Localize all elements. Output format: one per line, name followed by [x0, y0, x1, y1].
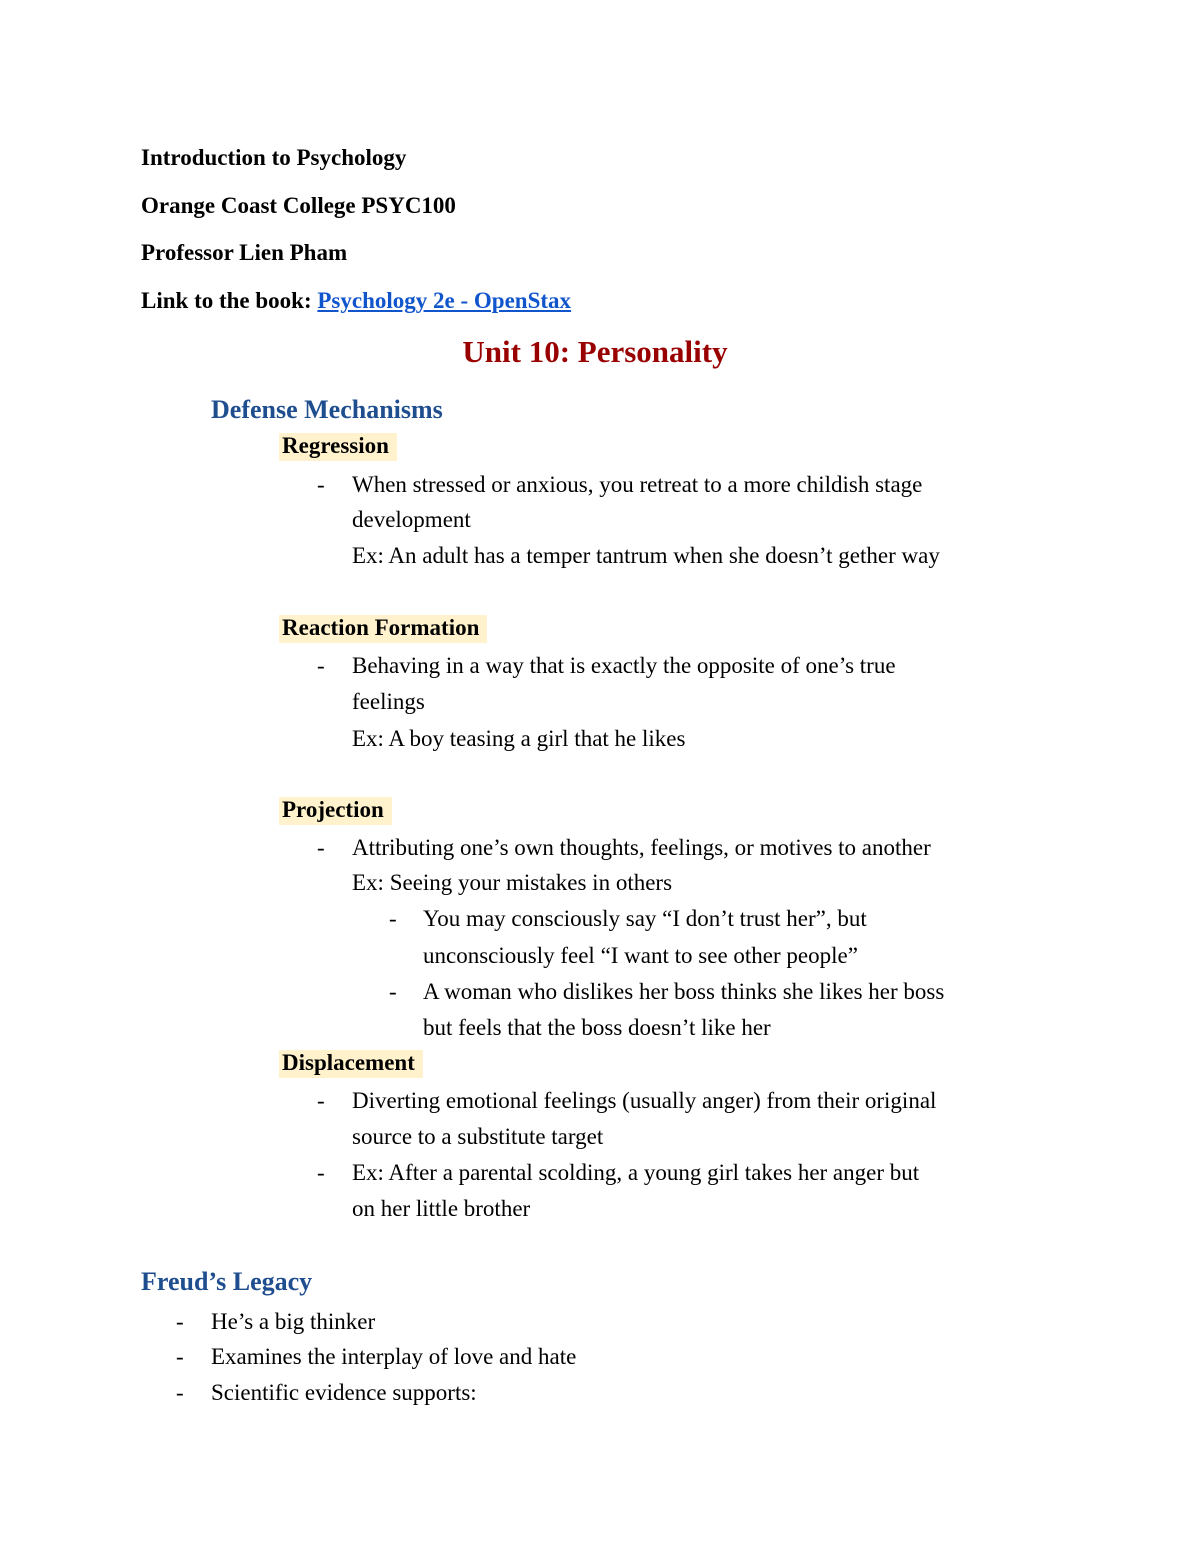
- regression-definition-2: development: [352, 507, 471, 532]
- bullet-dash: -: [317, 653, 325, 678]
- projection-sub-1-cont: unconsciously feel “I want to see other people”: [423, 943, 858, 968]
- reaction-formation-definition-2: feelings: [352, 689, 425, 714]
- college-line: Orange Coast College PSYC100: [141, 193, 456, 218]
- bullet-dash: -: [389, 979, 397, 1004]
- freud-item-2: Examines the interplay of love and hate: [211, 1344, 577, 1369]
- displacement-example-1: Ex: After a parental scolding, a young girl takes her anger but: [352, 1160, 920, 1185]
- bullet-dash: -: [389, 906, 397, 931]
- bullet-dash: -: [317, 472, 325, 497]
- bullet-dash: -: [176, 1309, 184, 1334]
- course-title: Introduction to Psychology: [141, 145, 407, 170]
- bullet-dash: -: [176, 1344, 184, 1369]
- freud-item-3: Scientific evidence supports:: [211, 1380, 477, 1405]
- projection-definition: Attributing one’s own thoughts, feelings, or motives to another: [352, 835, 931, 860]
- book-link[interactable]: Psychology 2e - OpenStax: [317, 288, 572, 313]
- regression-example: Ex: An adult has a temper tantrum when she doesn’t gether way: [352, 543, 940, 568]
- defense-mechanisms-heading: Defense Mechanisms: [211, 395, 443, 424]
- reaction-formation-example: Ex: A boy teasing a girl that he likes: [352, 726, 686, 751]
- term-reaction-formation: Reaction Formation: [279, 615, 487, 643]
- projection-example: Ex: Seeing your mistakes in others: [352, 870, 673, 895]
- term-displacement: Displacement: [279, 1050, 423, 1078]
- unit-title: Unit 10: Personality: [462, 334, 728, 369]
- freuds-legacy-heading: Freud’s Legacy: [141, 1267, 313, 1296]
- term-projection: Projection: [279, 797, 392, 825]
- reaction-formation-definition-1: Behaving in a way that is exactly the opposite of one’s true: [352, 653, 896, 678]
- bullet-dash: -: [317, 1088, 325, 1113]
- displacement-definition-2: source to a substitute target: [352, 1124, 604, 1149]
- projection-sub-1: You may consciously say “I don’t trust her”, but: [423, 906, 867, 931]
- displacement-example-2: on her little brother: [352, 1196, 531, 1221]
- bullet-dash: -: [176, 1380, 184, 1405]
- book-label: Link to the book:: [141, 288, 318, 313]
- professor-line: Professor Lien Pham: [141, 240, 348, 265]
- book-line: [141, 288, 571, 314]
- projection-sub-2-cont: but feels that the boss doesn’t like her: [423, 1015, 771, 1040]
- bullet-dash: -: [317, 1160, 325, 1185]
- freud-item-1: He’s a big thinker: [211, 1309, 376, 1334]
- bullet-dash: -: [317, 835, 325, 860]
- regression-definition-1: When stressed or anxious, you retreat to a more childish stage: [352, 472, 923, 497]
- projection-sub-2: A woman who dislikes her boss thinks she likes her boss: [423, 979, 945, 1004]
- displacement-definition-1: Diverting emotional feelings (usually anger) from their original: [352, 1088, 937, 1113]
- term-regression: Regression: [279, 433, 397, 461]
